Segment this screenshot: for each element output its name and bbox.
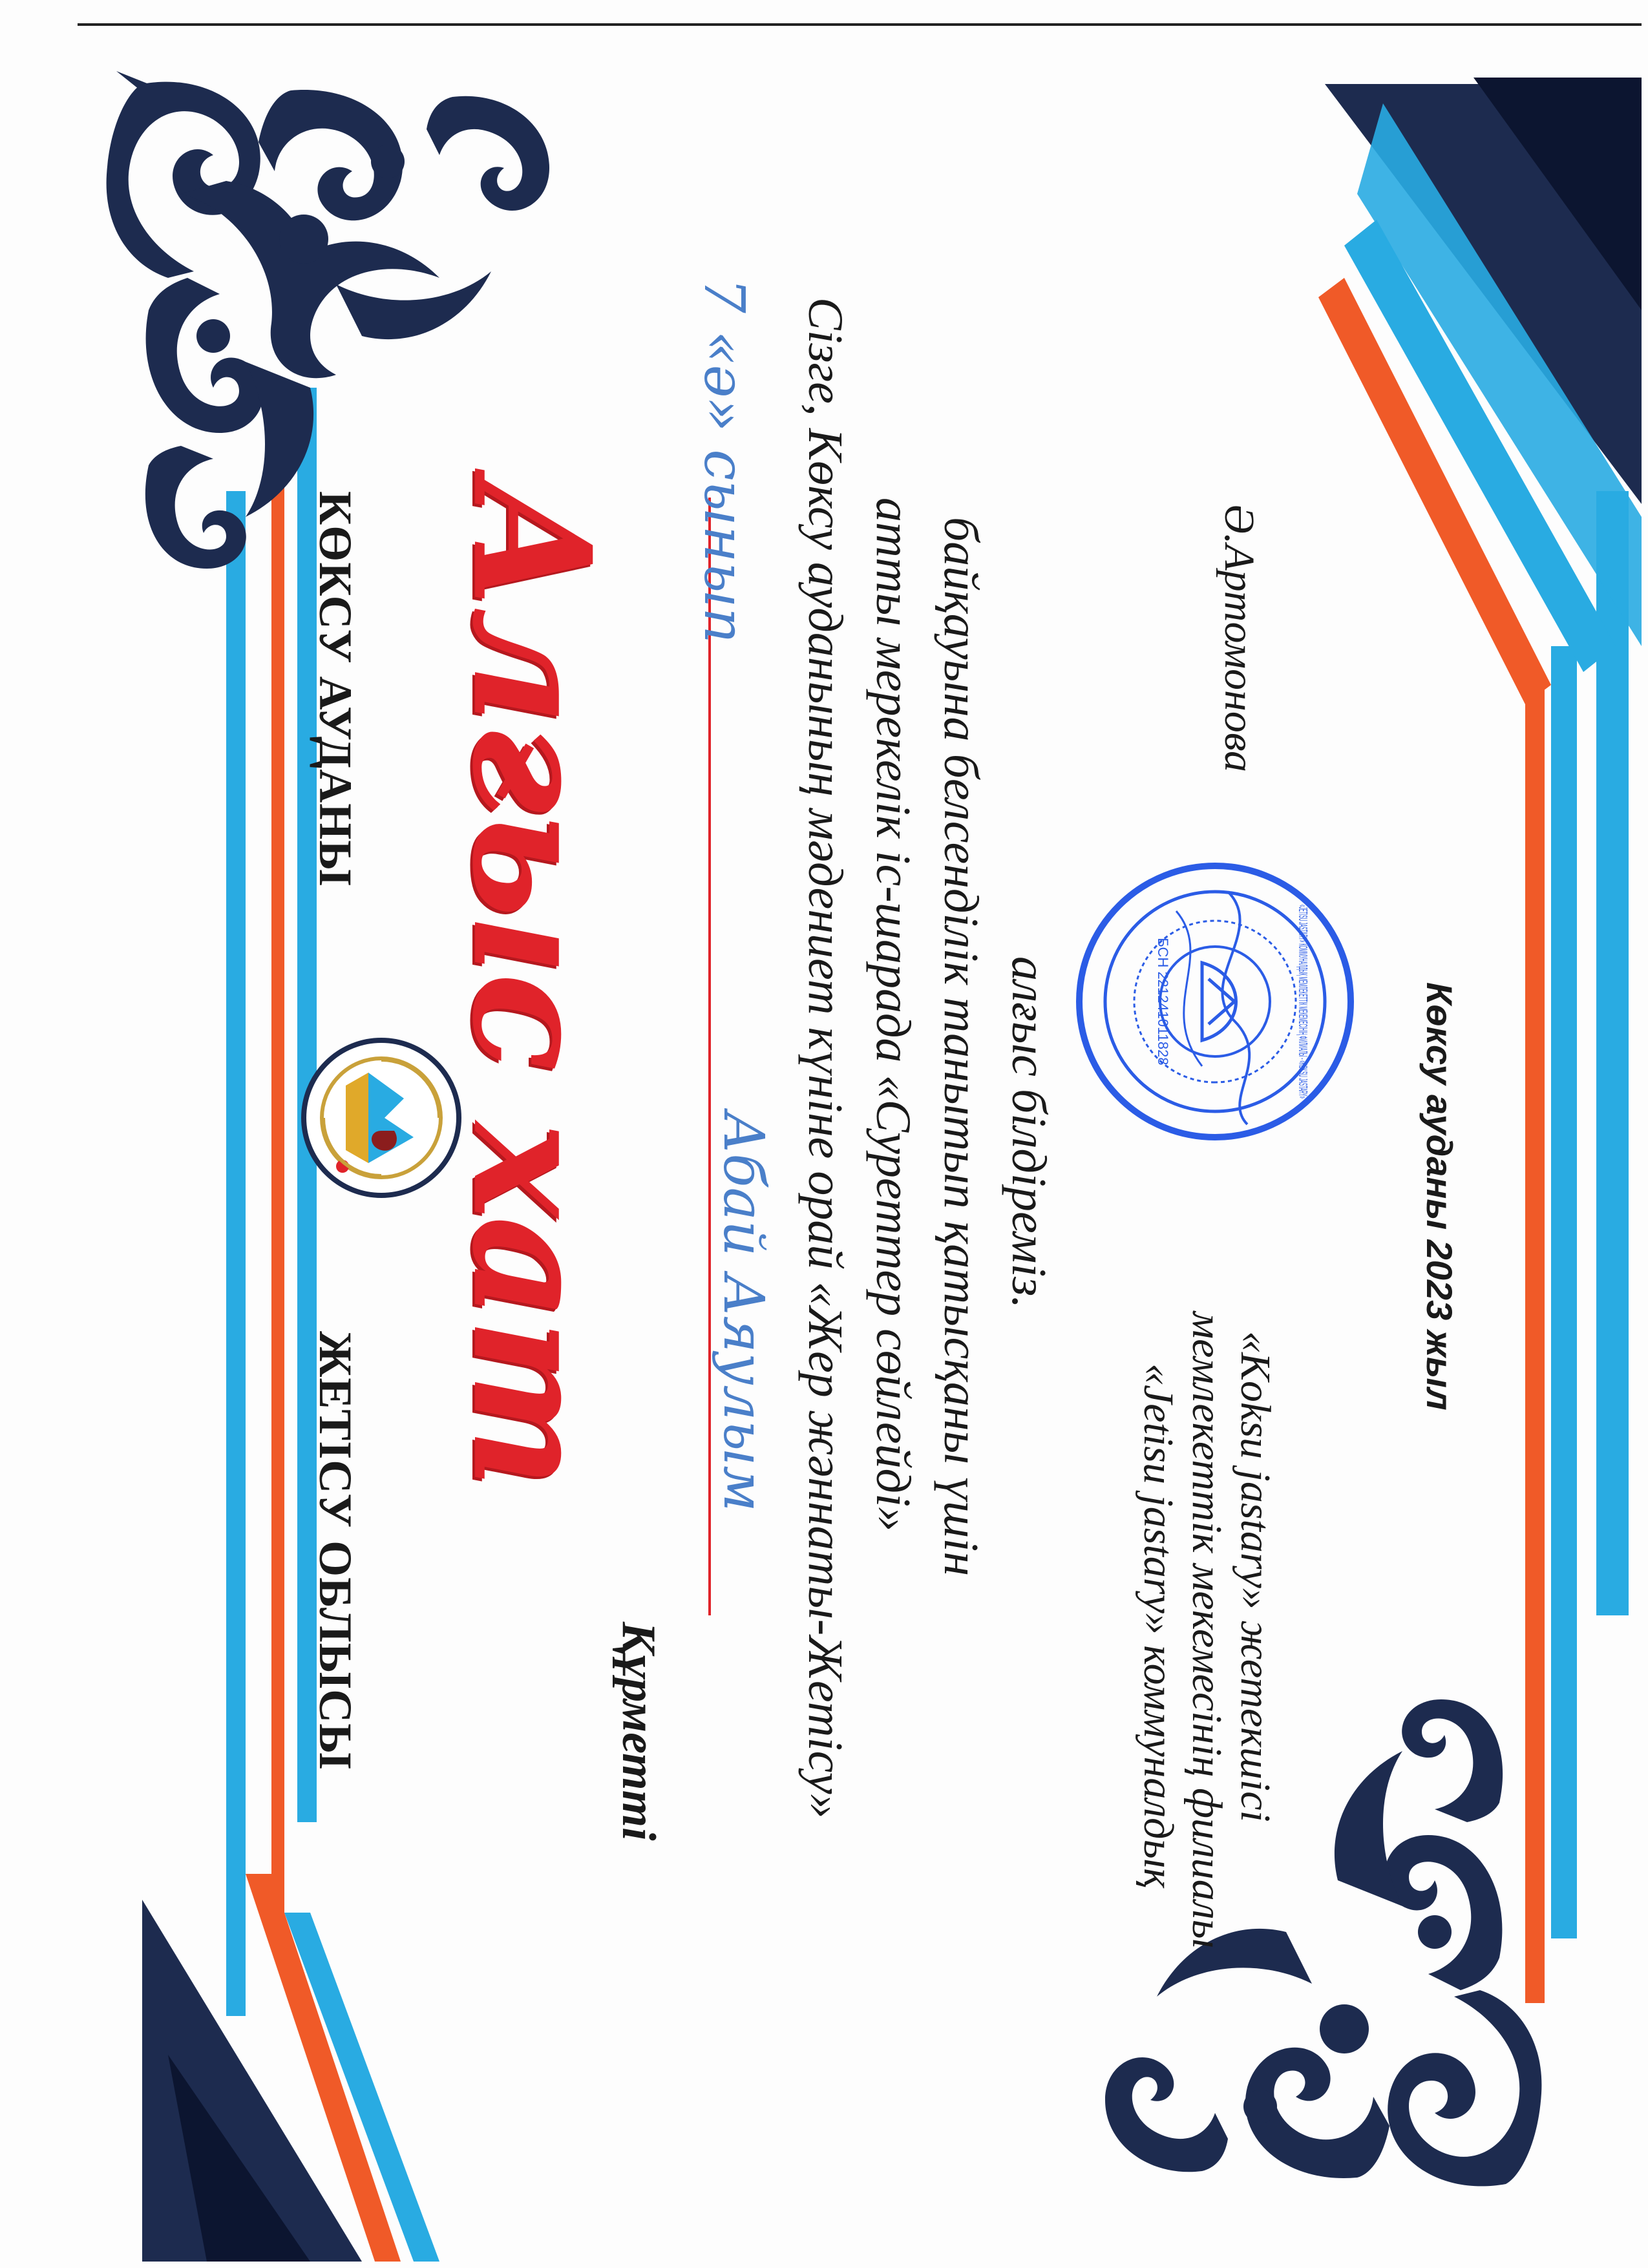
body-line-1: Сізге, Көксу ауданының мәдениет күніне орай «Жер жәннаты-Жетісу»	[798, 297, 852, 1819]
body-line-4: алғыс білдіреміз.	[1002, 956, 1056, 1309]
org-line-1: «Jetisu jastary» коммуналдық	[1135, 1363, 1182, 1889]
region-left: ЖЕТІСУ ОБЛЫСЫ	[310, 1331, 361, 1770]
certificate-title: Алғыс хат	[437, 478, 627, 1487]
org-line-3: «Koksu jastary» жетекшісі	[1232, 1331, 1279, 1822]
org-line-2: мемлекеттік мекемесінің филиалы	[1183, 1312, 1231, 1949]
salutation: Құрметті	[612, 1622, 665, 1841]
stamp-ring-text: «JETISU JASTARY» КОММУНАЛДЫҚ МЕМЛЕКЕТТІК МЕКЕМЕСІНІҢ ФИЛИАЛЫ - «KOKSU JASTARY»	[1296, 905, 1309, 1457]
region-right: КӨКСУ АУДАНЫ	[310, 491, 361, 887]
stamp-bin: БСН 221241011828	[1155, 938, 1171, 1066]
body-line-2: атты мерекелік іс-шарада «Суреттер сөйлейді»	[866, 498, 920, 1532]
recipient-name: Абай Аяулым	[711, 1111, 776, 1512]
recipient-class: 7 «ә» сынып	[692, 278, 756, 644]
official-stamp	[1066, 853, 1364, 1457]
body-line-3: байқауына белсенділік танытып қатысқаны үшін	[934, 517, 988, 1577]
signer-name: Ә.Артомонова	[1216, 504, 1263, 773]
footer-location-year: Көксу ауданы 2023 жыл	[1419, 982, 1460, 1411]
